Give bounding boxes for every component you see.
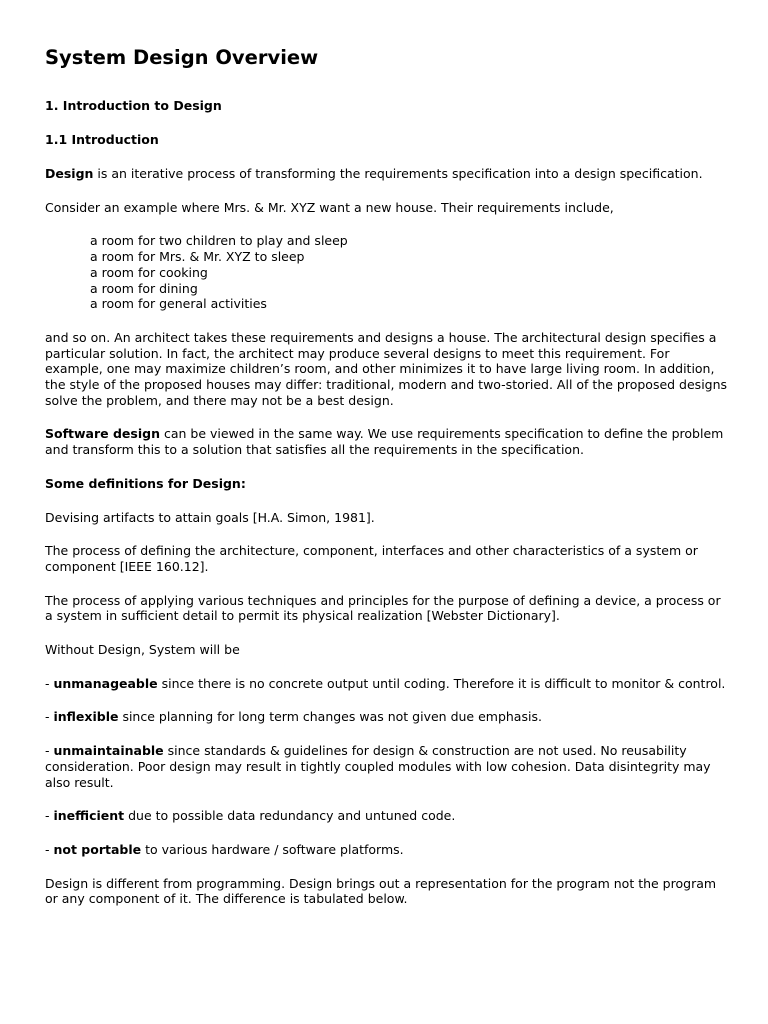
consequence-paragraph	[45, 808, 730, 824]
consequence-dash: -	[45, 743, 54, 759]
without-design-paragraph: Without Design, System will be	[45, 642, 240, 658]
consequence-text: since standards & guidelines for design & construction are not used. No reusability consideration. Poor design may result in tightly coupled modules with low cohesion. Data disintegrity may also result.	[45, 743, 711, 790]
consequence-term: inflexible	[53, 709, 119, 725]
requirements-list	[90, 233, 730, 312]
definitions-heading	[45, 476, 730, 492]
closing-paragraph: Design is different from programming. Design brings out a representation for the program not the program or any component of it. The difference is tabulated below.	[45, 875, 717, 907]
consequence-text: to various hardware / software platforms.	[141, 841, 404, 857]
consequence-paragraph	[45, 842, 730, 858]
design-definition-paragraph	[45, 166, 730, 182]
consequence-paragraph	[45, 743, 730, 790]
software-design-term: Software design	[45, 426, 160, 442]
architect-paragraph: and so on. An architect takes these requirements and designs a house. The architectural design specifies a particular solution. In fact, the architect may produce several designs to meet this requirement. For example, one may maximize children’s room, and other minimizes it to have large living room. In addition, the style of the proposed houses may differ: traditional, modern and two-storied. All of the proposed designs solve the problem, and there may not be a best design.	[45, 329, 728, 408]
consequence-term: inefficient	[53, 808, 125, 824]
consequence-dash: -	[45, 675, 54, 691]
consequence-paragraph	[45, 709, 730, 725]
requirement-item: a room for cooking	[90, 264, 208, 280]
requirement-item: a room for dining	[90, 280, 198, 296]
consequence-dash: -	[45, 709, 54, 725]
software-design-paragraph	[45, 426, 730, 457]
requirement-item: a room for two children to play and sleep	[90, 233, 348, 249]
definition-paragraph: The process of defining the architecture, component, interfaces and other characteristics of a system or component [IEEE 160.12].	[45, 543, 698, 574]
requirement-item: a room for general activities	[90, 296, 267, 312]
consequence-term: not portable	[53, 841, 142, 857]
requirement-item: a room for Mrs. & Mr. XYZ to sleep	[90, 249, 305, 265]
consequence-dash: -	[45, 808, 54, 824]
consequence-text: since planning for long term changes was not given due emphasis.	[118, 709, 542, 725]
definition-paragraph: The process of applying various techniques and principles for the purpose of defining a device, a process or a system in sufficient detail to permit its physical realization [Webster Dictionary].	[45, 592, 721, 624]
consequence-term: unmanageable	[53, 675, 158, 691]
example-intro-paragraph: Consider an example where Mrs. & Mr. XYZ want a new house. Their requirements include,	[45, 199, 614, 215]
page-title: System Design Overview	[45, 46, 319, 69]
consequence-paragraph	[45, 676, 730, 692]
document-page	[45, 44, 730, 925]
definitions-heading-text: Some definitions for Design:	[45, 475, 246, 491]
definition-paragraph: Devising artifacts to attain goals [H.A. Simon, 1981].	[45, 509, 375, 525]
software-design-text: can be viewed in the same way. We use requirements specification to define the problem and transform this to a solution that satisfies all the requirements in the specification.	[45, 426, 724, 458]
consequence-text: since there is no concrete output until coding. Therefore it is difficult to monitor & control.	[157, 675, 726, 691]
design-term: Design	[45, 166, 94, 181]
design-definition-text: is an iterative process of transforming the requirements specification into a design specification.	[93, 166, 703, 181]
consequence-term: unmaintainable	[53, 743, 164, 759]
section-heading-1: 1. Introduction to Design	[45, 98, 222, 113]
section-heading-1-1: 1.1 Introduction	[45, 132, 159, 147]
consequence-dash: -	[45, 841, 54, 857]
consequence-text: due to possible data redundancy and untuned code.	[124, 808, 456, 824]
